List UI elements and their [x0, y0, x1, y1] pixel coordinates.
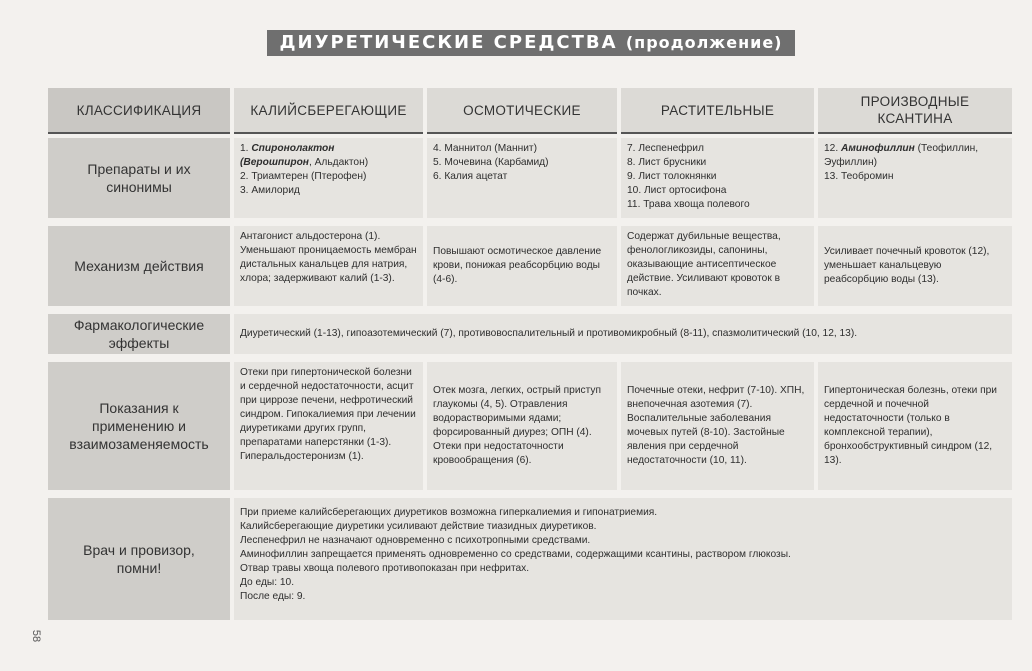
cell-drugs-herbal: 7. Леспенефрил 8. Лист брусники 9. Лист толокнянки 10. Лист ортосифона 11. Трава хвоща полевого	[621, 138, 814, 218]
cell-mechanism-herbal: Содержат дубильные вещества, фенологликозиды, сапонины, оказывающие антисептическое действие. Усиливают кровоток в почках.	[621, 226, 814, 306]
title-bar	[0, 30, 1032, 56]
remember-line: Отвар травы хвоща полевого противопоказан при нефритах.	[240, 563, 530, 574]
cell-indications-xanthine: Гипертоническая болезнь, отеки при сердечной и почечной недостаточности (только в комплексной терапии), бронхообструктивный синдром (12, 13).	[818, 362, 1012, 490]
row-mechanism	[48, 226, 1012, 306]
cell-effects: Диуретический (1-13), гипоазотемический (7), противовоспалительный и противомикробный (8-11), спазмолитический (10, 12, 13).	[234, 314, 1012, 354]
row-drugs	[48, 138, 1012, 218]
page-number: 58	[30, 629, 43, 643]
header-potassium-sparing: КАЛИЙСБЕРЕГАЮЩИЕ	[234, 88, 423, 134]
cell-mechanism-potassium: Антагонист альдостерона (1). Уменьшают проницаемость мембран дистальных канальцев для натрия, хлора; задерживают калий (1-3).	[234, 226, 423, 306]
row-label-mechanism: Механизм действия	[48, 226, 230, 306]
cell-indications-herbal: Почечные отеки, нефрит (7-10). ХПН, внепочечная азотемия (7). Воспалительные заболевания мочевых путей (8-10). Застойные явления при сердечной недостаточности (10, 11).	[621, 362, 814, 490]
header-classification: КЛАССИФИКАЦИЯ	[48, 88, 230, 134]
cell-indications-osmotic: Отек мозга, легких, острый приступ глаукомы (4, 5). Отравления водорастворимыми ядами; форсированный диурез; ОПН (4). Отеки при недостаточности кровообращения (6).	[427, 362, 617, 490]
page-title: ДИУРЕТИЧЕСКИЕ СРЕДСТВА (продолжение)	[267, 30, 794, 56]
header-herbal: РАСТИТЕЛЬНЫЕ	[621, 88, 814, 134]
remember-line: Аминофиллин запрещается применять одновременно со средствами, содержащими ксантины, раствором глюкозы.	[240, 549, 791, 560]
cell-drugs-osmotic: 4. Маннитол (Маннит) 5. Мочевина (Карбамид) 6. Калия ацетат	[427, 138, 617, 218]
header-xanthine: ПРОИЗВОДНЫЕ КСАНТИНА	[818, 88, 1012, 134]
cell-drugs-xanthine: 12. Аминофиллин (Теофиллин, Эуфиллин) 13. Теобромин	[818, 138, 1012, 218]
row-effects	[48, 314, 1012, 354]
cell-remember	[234, 498, 1012, 620]
row-indications	[48, 362, 1012, 490]
cell-indications-potassium: Отеки при гипертонической болезни и сердечной недостаточности, асцит при циррозе печени, нефротический синдром. Гипокалиемия при лечении диуретиками других групп, препаратами наперстянки (1-3). Гиперальдостеронизм (1).	[234, 362, 423, 490]
row-label-remember: Врач и провизор, помни!	[48, 498, 230, 620]
row-remember	[48, 498, 1012, 620]
remember-line: При приеме калийсберегающих диуретиков возможна гиперкалиемия и гипонатриемия.	[240, 507, 658, 518]
cell-mechanism-xanthine: Усиливает почечный кровоток (12), уменьшает канальцевую реабсорбцию воды (13).	[818, 226, 1012, 306]
row-label-effects: Фармакологические эффекты	[48, 314, 230, 354]
cell-drugs-potassium: 1. Спиронолактон (Верошпирон, Альдактон) 2. Триамтерен (Птерофен) 3. Амилорид	[234, 138, 423, 218]
row-label-indications: Показания к применению и взаимозаменяемость	[48, 362, 230, 490]
remember-line: Леспенефрил не назначают одновременно с психотропными средствами.	[240, 535, 591, 546]
row-label-drugs: Препараты и их синонимы	[48, 138, 230, 218]
header-osmotic: ОСМОТИЧЕСКИЕ	[427, 88, 617, 134]
remember-line: До еды: 10.	[240, 577, 295, 588]
remember-line: После еды: 9.	[240, 591, 306, 602]
table-header	[48, 88, 1012, 134]
cell-mechanism-osmotic: Повышают осмотическое давление крови, понижая реабсорбцию воды (4-6).	[427, 226, 617, 306]
remember-line: Калийсберегающие диуретики усиливают действие тиазидных диуретиков.	[240, 521, 597, 532]
